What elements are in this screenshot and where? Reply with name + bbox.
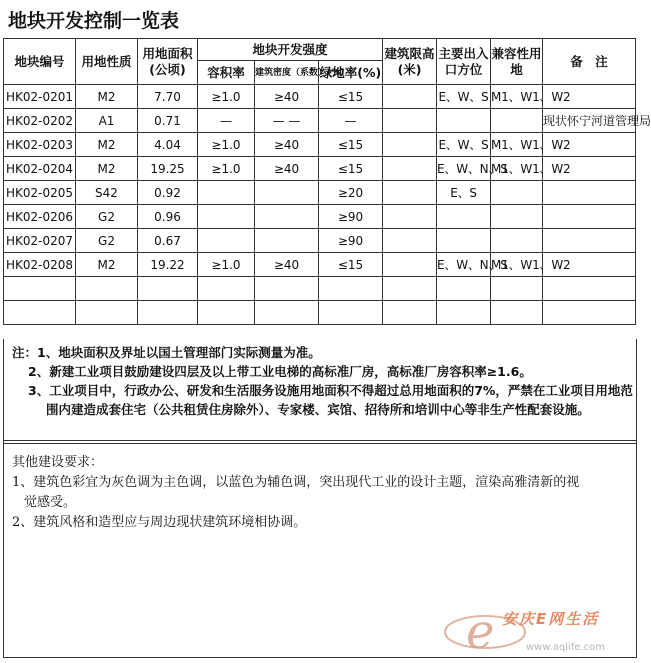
cell-far: ≥1.0	[198, 157, 255, 181]
cell-parcel-id: HK02-0202	[4, 109, 76, 133]
header-height-limit: 建筑限高(米)	[383, 39, 437, 85]
cell-parcel-id: HK02-0208	[4, 253, 76, 277]
cell-access: E、W、S	[437, 85, 491, 109]
requirements-title: 其他建设要求：	[12, 455, 104, 470]
header-green: 绿地率(%)	[319, 61, 383, 85]
cell-height-limit	[383, 157, 437, 181]
notes-line-1	[12, 343, 628, 362]
cell-far: ≥1.0	[198, 253, 255, 277]
cell-density: ≥40	[255, 133, 319, 157]
header-far: 容积率	[198, 61, 255, 85]
cell-area: 0.71	[138, 109, 198, 133]
cell-remark	[543, 229, 636, 253]
cell-land-use: G2	[76, 205, 138, 229]
cell-land-use: A1	[76, 109, 138, 133]
cell-remark	[543, 205, 636, 229]
cell-access: E、S	[437, 181, 491, 205]
cell-parcel-id: HK02-0201	[4, 85, 76, 109]
header-compat: 兼容性用地	[491, 39, 543, 85]
cell-height-limit	[383, 181, 437, 205]
cell-land-use: S42	[76, 181, 138, 205]
note-item-3: 3、工业项目中，行政办公、研发和生活服务设施用地面积不得超过总用地面积的7%，严禁在工业项目用地范	[28, 383, 633, 398]
cell-far: ≥1.0	[198, 85, 255, 109]
note-item-2: 2、新建工业项目鼓励建设四层及以上带工业电梯的高标准厂房，高标准厂房容积率≥1.6。	[28, 364, 532, 379]
cell-density	[255, 205, 319, 229]
watermark-name: 安庆E网生活	[502, 610, 600, 628]
requirement-item-2: 2、建筑风格和造型应与周边现状建筑环境相协调。	[12, 515, 307, 530]
cell-area: 4.04	[138, 133, 198, 157]
cell-density	[255, 181, 319, 205]
cell-density	[255, 229, 319, 253]
header-access: 主要出入口方位	[437, 39, 491, 85]
table-header	[4, 39, 636, 85]
cell-green: ≤15	[319, 133, 383, 157]
cell-remark: 现状怀宁河道管理局	[543, 109, 636, 133]
cell-land-use: M2	[76, 133, 138, 157]
cell-height-limit	[383, 109, 437, 133]
notes-label: 注：	[12, 345, 38, 360]
cell-density: ≥40	[255, 157, 319, 181]
cell-height-limit	[383, 253, 437, 277]
cell-far	[198, 229, 255, 253]
note-item-1: 1、地块面积及界址以国土管理部门实际测量为准。	[37, 345, 321, 360]
cell-compat: M1、W1、W2	[491, 253, 543, 277]
table-row	[4, 133, 636, 157]
page-title: 地块开发控制一览表	[8, 10, 180, 32]
cell-parcel-id: HK02-0207	[4, 229, 76, 253]
cell-land-use: M2	[76, 157, 138, 181]
cell-far	[198, 181, 255, 205]
cell-compat: M1、W1、W2	[491, 85, 543, 109]
cell-area: 0.92	[138, 181, 198, 205]
table-row	[4, 109, 636, 133]
cell-parcel-id: HK02-0205	[4, 181, 76, 205]
cell-area: 19.22	[138, 253, 198, 277]
table-row	[4, 85, 636, 109]
cell-area: 0.96	[138, 205, 198, 229]
cell-green: —	[319, 109, 383, 133]
cell-area: 7.70	[138, 85, 198, 109]
cell-compat	[491, 181, 543, 205]
cell-remark	[543, 181, 636, 205]
table-row	[4, 229, 636, 253]
cell-far: —	[198, 109, 255, 133]
cell-green: ≥20	[319, 181, 383, 205]
cell-access: E、W、S	[437, 133, 491, 157]
table-row	[4, 253, 636, 277]
cell-far: ≥1.0	[198, 133, 255, 157]
watermark-url: www.aqlife.com	[526, 642, 606, 653]
cell-parcel-id: HK02-0206	[4, 205, 76, 229]
cell-height-limit	[383, 133, 437, 157]
cell-density: — —	[255, 109, 319, 133]
header-intensity-group: 地块开发强度	[198, 39, 383, 61]
notes-section	[3, 339, 637, 444]
header-area: 用地面积(公顷)	[138, 39, 198, 85]
svg-text:e: e	[466, 604, 495, 660]
cell-parcel-id: HK02-0203	[4, 133, 76, 157]
cell-compat	[491, 229, 543, 253]
cell-density: ≥40	[255, 85, 319, 109]
cell-far	[198, 205, 255, 229]
table-row-empty	[4, 277, 636, 301]
cell-density: ≥40	[255, 253, 319, 277]
cell-green: ≤15	[319, 157, 383, 181]
cell-land-use: M2	[76, 85, 138, 109]
requirement-item-1: 1、建筑色彩宜为灰色调为主色调，以蓝色为辅色调，突出现代工业的设计主题，渲染高雅清新的视	[12, 475, 580, 490]
table-row	[4, 205, 636, 229]
cell-height-limit	[383, 205, 437, 229]
cell-compat: M1、W1、W2	[491, 133, 543, 157]
cell-area: 0.67	[138, 229, 198, 253]
header-parcel-id: 地块编号	[4, 39, 76, 85]
cell-compat	[491, 109, 543, 133]
cell-access	[437, 205, 491, 229]
cell-compat	[491, 205, 543, 229]
note-item-3-cont: 围内建造成套住宅（公共租赁住房除外）、专家楼、宾馆、招待所和培训中心等非生产性配套设施。	[46, 402, 590, 417]
cell-access	[437, 229, 491, 253]
header-land-use: 用地性质	[76, 39, 138, 85]
cell-land-use: G2	[76, 229, 138, 253]
cell-parcel-id: HK02-0204	[4, 157, 76, 181]
control-table	[3, 38, 651, 325]
cell-access: E、W、N、S	[437, 253, 491, 277]
cell-compat: M1、W1、W2	[491, 157, 543, 181]
cell-green: ≥90	[319, 229, 383, 253]
cell-green: ≤15	[319, 253, 383, 277]
cell-height-limit	[383, 85, 437, 109]
cell-access: E、W、N、S	[437, 157, 491, 181]
table-row-empty	[4, 301, 636, 325]
cell-green: ≤15	[319, 85, 383, 109]
header-remark: 备 注	[543, 39, 636, 85]
cell-access	[437, 109, 491, 133]
table-row	[4, 157, 636, 181]
watermark	[440, 600, 636, 660]
cell-height-limit	[383, 229, 437, 253]
cell-land-use: M2	[76, 253, 138, 277]
table-row	[4, 181, 636, 205]
table-body	[4, 85, 651, 325]
cell-area: 19.25	[138, 157, 198, 181]
requirement-item-1-cont: 觉感受。	[24, 495, 77, 510]
cell-green: ≥90	[319, 205, 383, 229]
header-density: 建筑密度（系数）(%)	[255, 61, 319, 85]
